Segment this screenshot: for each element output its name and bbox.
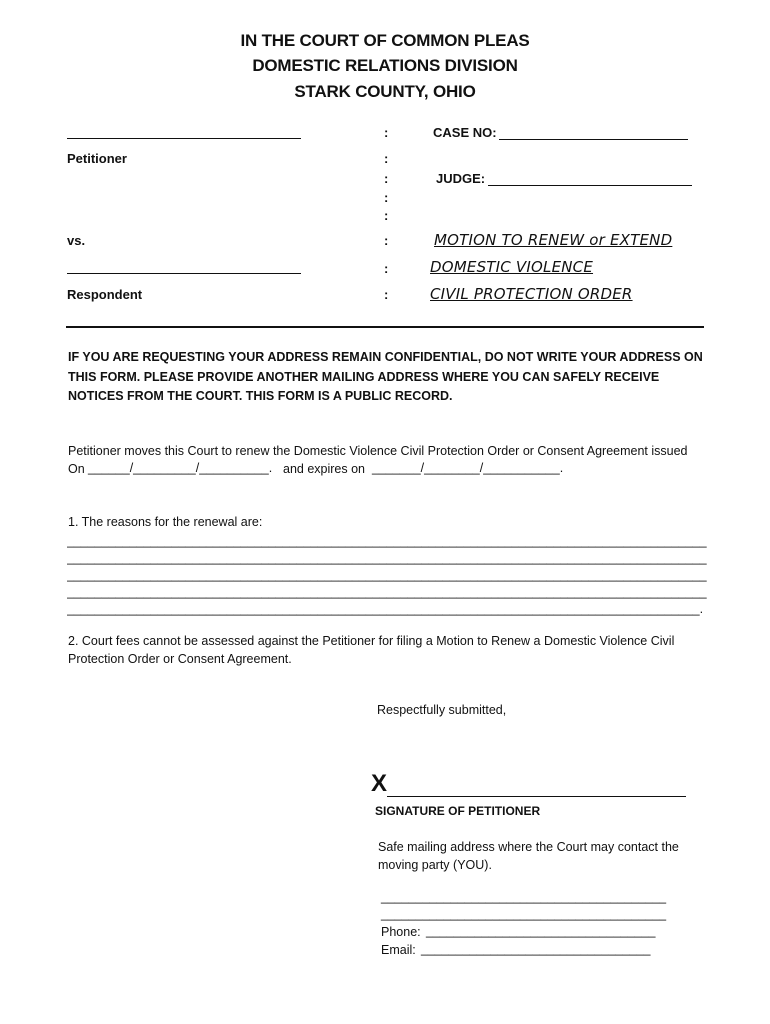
vs-label: vs. <box>67 233 86 248</box>
respondent-name-field[interactable] <box>67 273 301 274</box>
phone-label: Phone: <box>381 925 421 939</box>
respectfully-submitted: Respectfully submitted, <box>377 703 507 717</box>
case-number-field[interactable] <box>499 139 688 140</box>
caption-colon: : <box>384 171 389 186</box>
confidentiality-warning: IF YOU ARE REQUESTING YOUR ADDRESS REMAIN CONFIDENTIAL, DO NOT WRITE YOUR ADDRESS ON THIS FORM. PLEASE PROVIDE ANOTHER MAILING ADDRESS WHERE YOU CAN SAFELY RECEIVE NOTICES FROM THE COURT. THIS FORM IS A PUBLIC RECORD. <box>68 350 703 403</box>
caption-colon: : <box>384 190 389 205</box>
motion-title-line3: CIVIL PROTECTION ORDER <box>430 285 633 303</box>
case-number-label: CASE NO: <box>433 125 497 140</box>
caption-colon: : <box>384 208 389 223</box>
caption-colon: : <box>384 261 389 276</box>
caption-colon: : <box>384 233 389 248</box>
signature-label: SIGNATURE OF PETITIONER <box>375 804 541 818</box>
signature-x-mark: X <box>371 770 388 797</box>
court-name: IN THE COURT OF COMMON PLEAS <box>240 31 530 50</box>
judge-label: JUDGE: <box>436 171 486 186</box>
issued-date-field[interactable]: ______/_________/__________. <box>88 461 273 475</box>
address-line-2[interactable]: _________________________________________ <box>381 907 667 921</box>
caption-colon: : <box>384 151 389 166</box>
caption-colon: : <box>384 125 389 140</box>
county-name: STARK COUNTY, OHIO <box>294 82 476 101</box>
renewal-reasons-field[interactable] <box>67 533 707 618</box>
email-label: Email: <box>381 943 416 957</box>
reason-line: ____________________________________________________________________________________________ <box>67 585 707 599</box>
motion-title-line2: DOMESTIC VIOLENCE <box>430 258 594 276</box>
on-label: On <box>68 462 85 476</box>
expires-date-field[interactable]: _______/________/___________. <box>372 461 564 475</box>
email-field[interactable]: _________________________________ <box>421 942 651 956</box>
expires-label: and expires on <box>283 462 366 476</box>
safe-mailing-instructions: Safe mailing address where the Court may contact the moving party (YOU). <box>378 840 679 872</box>
petitioner-name-field[interactable] <box>67 138 301 139</box>
reason-line: ___________________________________________________________________________________________. <box>67 602 704 616</box>
signature-field[interactable] <box>387 796 686 797</box>
phone-field[interactable]: _________________________________ <box>426 924 656 938</box>
reason-line: ____________________________________________________________________________________________ <box>67 551 707 565</box>
address-line-1[interactable]: _________________________________________ <box>381 890 667 904</box>
motion-title-line1: MOTION TO RENEW or EXTEND <box>434 231 673 249</box>
division-name: DOMESTIC RELATIONS DIVISION <box>252 56 518 75</box>
court-fees-statement: 2. Court fees cannot be assessed against the Petitioner for filing a Motion to Renew a Domestic Violence Civil Protection Order or Consent Agreement. <box>68 634 675 666</box>
respondent-label: Respondent <box>67 287 143 302</box>
reason-line: ____________________________________________________________________________________________ <box>67 568 707 582</box>
motion-statement: Petitioner moves this Court to renew the Domestic Violence Civil Protection Order or Consent Agreement issued <box>68 444 688 458</box>
petitioner-label: Petitioner <box>67 151 127 166</box>
judge-field[interactable] <box>488 185 692 186</box>
renewal-reasons-label: 1. The reasons for the renewal are: <box>68 515 263 529</box>
reason-line: ____________________________________________________________________________________________ <box>67 534 707 548</box>
caption-colon: : <box>384 287 389 302</box>
caption-divider <box>66 326 704 328</box>
